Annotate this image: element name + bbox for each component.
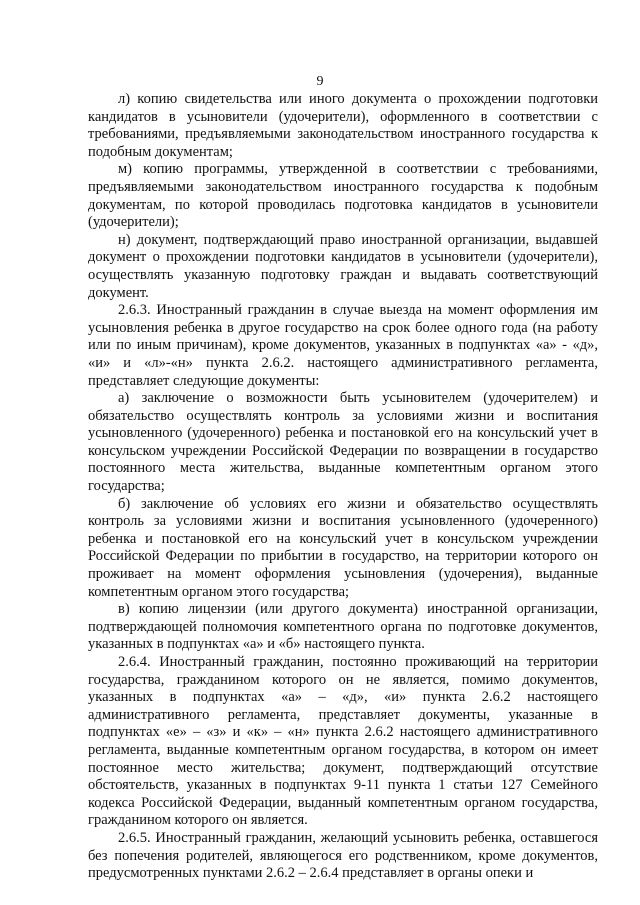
paragraph-m: м) копию программы, утвержденной в соответствии с требованиями, предъявляемыми законодательством иностранного государства к подобным документам, по которой проводилась подготовка кандидатов в усыновители (удочерители); (88, 161, 598, 231)
page-number: 9 (316, 74, 324, 89)
document-body (88, 91, 598, 883)
paragraph-2-6-3: 2.6.3. Иностранный гражданин в случае выезда на момент оформления им усыновления ребенка в другое государство на срок более одного года (на работу или по иным причинам), кроме документов, указанных в подпунктах «а» - «д», «и» и «л»-«н» пункта 2.6.2. настоящего административного регламента, представляет следующие документы: (88, 302, 598, 389)
paragraph-2-6-3-a: а) заключение о возможности быть усыновителем (удочерителем) и обязательство осуществлять контроль за условиями жизни и воспитания усыновленного (удочеренного) ребенка и постановкой его на консульский учет в консульском учреждении Российской Федерации по возвращении в государство постоянного места жительства, выданные компетентным органом этого государства; (88, 390, 598, 495)
paragraph-2-6-5: 2.6.5. Иностранный гражданин, желающий усыновить ребенка, оставшегося без попечения родителей, являющегося его родственником, кроме документов, предусмотренных пунктами 2.6.2 – 2.6.4 представляет в органы опеки и (88, 829, 598, 882)
paragraph-l: л) копию свидетельства или иного документа о прохождении подготовки кандидатов в усыновители (удочерители), оформленного в соответствии с требованиями, предъявляемыми законодательством иностранного государства к подобным документам; (88, 91, 598, 160)
paragraph-2-6-3-b: б) заключение об условиях его жизни и обязательство осуществлять контроль за условиями жизни и воспитания усыновленного (удочеренного) ребенка и постановкой его на консульский учет в консульском учреждении Российской Федерации по прибытии в государство, на территории которого он проживает на момент оформления усыновления (удочерения), выданные компетентным органом этого государства; (88, 495, 598, 600)
paragraph-2-6-3-v: в) копию лицензии (или другого документа) иностранной организации, подтверждающей полномочия компетентного органа по подготовке документов, указанных в подпунктах «а» и «б» настоящего пункта. (88, 601, 598, 653)
paragraph-n: н) документ, подтверждающий право иностранной организации, выдавшей документ о прохождении подготовки кандидатов в усыновители (удочерители), осуществлять указанную подготовку граждан и выдавать соответствующий документ. (88, 231, 598, 301)
paragraph-2-6-4: 2.6.4. Иностранный гражданин, постоянно проживающий на территории государства, гражданином которого он не является, помимо документов, указанных в подпунктах «а» – «д», «и» пункта 2.6.2 настоящего административного регламента, представляет документы, указанные в подпунктах «е» – «з» и «к» – «н» пункта 2.6.2 настоящего административного регламента, выданные компетентным органом государства, в котором он имеет постоянное место жительства; документ, подтверждающий отсутствие обстоятельств, указанных в подпунктах 9-11 пункта 1 статьи 127 Семейного кодекса Российской Федерации, выданный компетентным органом государства, гражданином которого он является. (88, 654, 598, 829)
